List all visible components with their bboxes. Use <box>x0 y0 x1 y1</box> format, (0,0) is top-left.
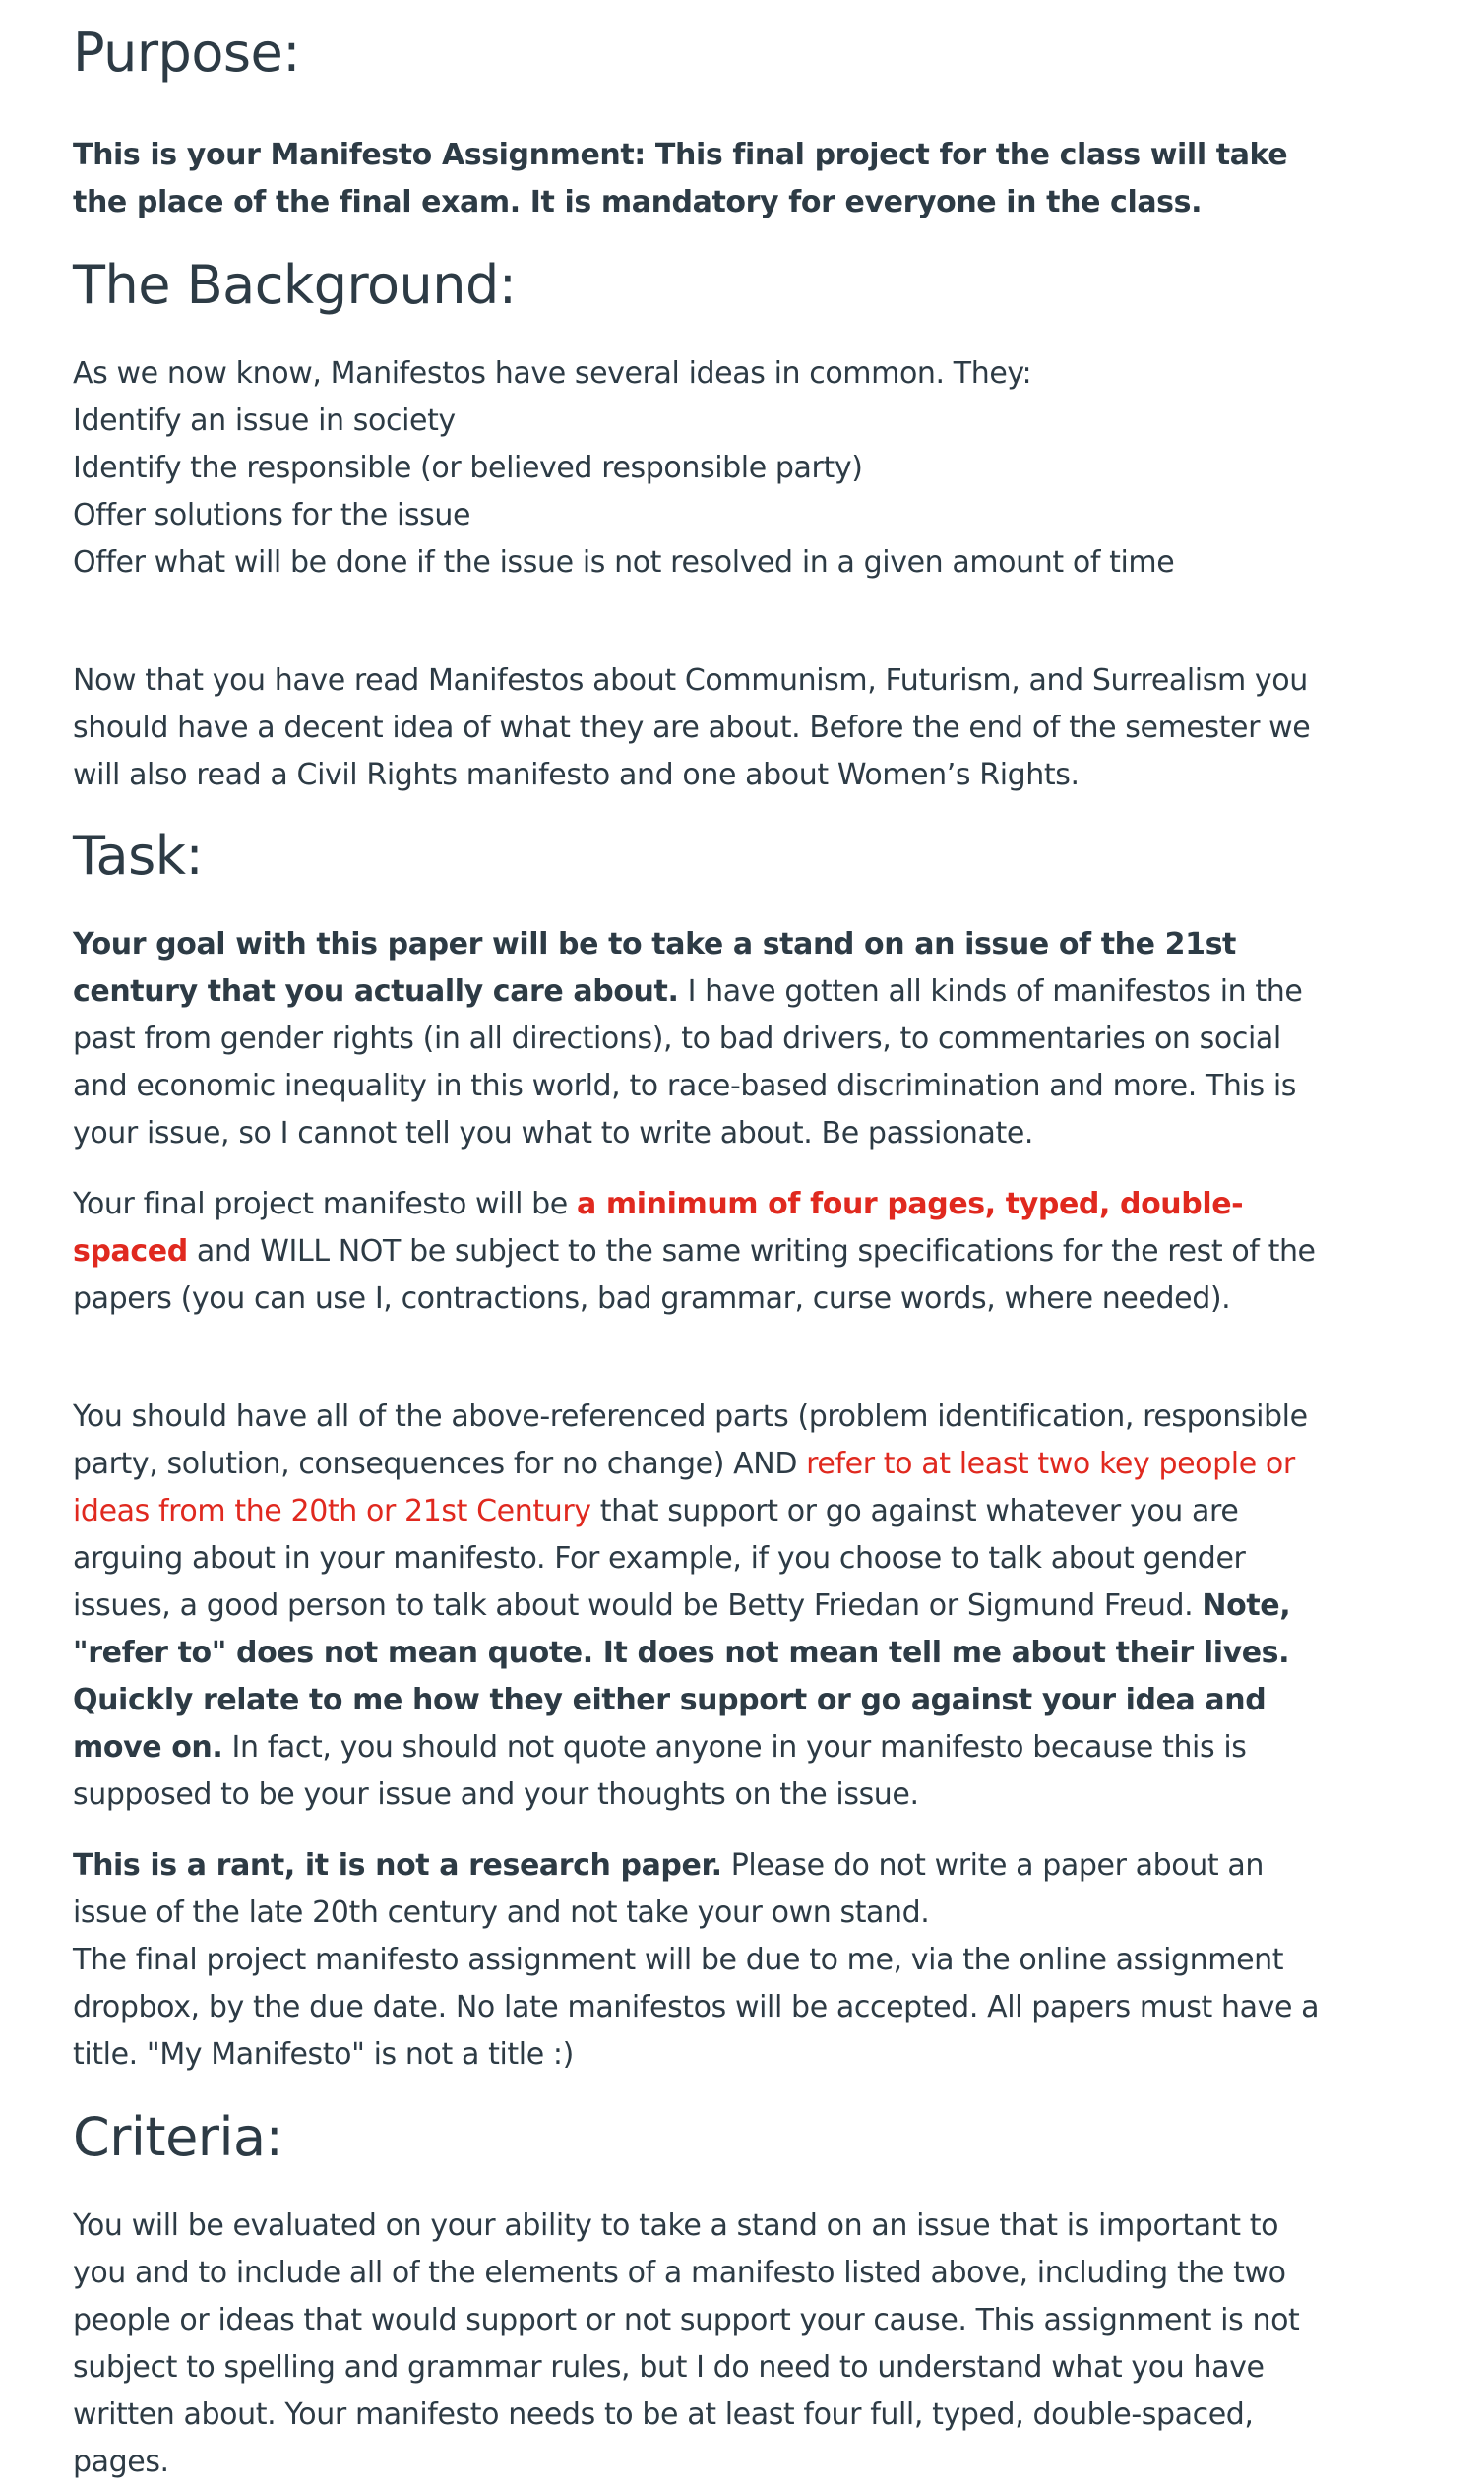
task-paragraph-4-rest: Please do not write a paper about an issue of the late 20th century and not take your own stand. <box>73 1848 1264 1930</box>
task-paragraph-3-mid: that support or go against whatever you are arguing about in your manifesto. For example, if you choose to talk about gender issues, a good person to talk about would be Betty Friedan or Sigmund Freud. <box>73 1494 1246 1623</box>
refer-to-note: Note, "refer to" does not mean quote. It does not mean tell me about their lives. Quickly relate to me how they either support or go against your idea and move on. <box>73 1588 1291 1765</box>
list-item: Offer what will be done if the issue is not resolved in a given amount of time <box>73 545 1175 580</box>
purpose-heading: Purpose: <box>73 22 300 84</box>
due-date-note: The final project manifesto assignment will be due to me, via the online assignment dropbox, by the due date. No late manifestos will be accepted. All papers must have a title. "My Manifesto" is not a title :) <box>73 1943 1320 2072</box>
criteria-heading: Criteria: <box>73 2106 283 2168</box>
list-item: Identify an issue in society <box>73 404 456 438</box>
background-paragraph: Now that you have read Manifestos about Communism, Futurism, and Surrealism you should have a decent idea of what they are about. Before the end of the semester we will also read a Civil Rights manifesto and one about Women’s Rights. <box>73 663 1311 792</box>
task-paragraph-2-rest: and WILL NOT be subject to the same writing specifications for the rest of the papers (you can use I, contractions, bad grammar, curse words, where needed). <box>73 1234 1316 1316</box>
task-paragraph-3-start: You should have all of the above-referenced parts (problem identification, responsible party, solution, consequences for no change) AND <box>73 1399 1308 1481</box>
task-paragraph-2-start: Your final project manifesto will be <box>73 1187 577 1221</box>
background-intro: As we now know, Manifestos have several ideas in common. They: <box>73 356 1032 391</box>
list-item: Identify the responsible (or believed responsible party) <box>73 451 863 485</box>
task-paragraph-1-text: I have gotten all kinds of manifestos in the past from gender rights (in all directions), to bad drivers, to commentaries on social and economic inequality in this world, to race-based discrimination and more. This is your issue, so I cannot tell you what to write about. Be passionate. <box>73 974 1303 1150</box>
background-heading: The Background: <box>73 254 517 316</box>
task-paragraph-3-rest: In fact, you should not quote anyone in your manifesto because this is supposed to be your issue and your thoughts on the issue. <box>73 1730 1247 1812</box>
task-goal-emphasis: Your goal with this paper will be to take a stand on an issue of the 21st century that you actually care about. <box>73 927 1236 1009</box>
background-list <box>73 350 1340 587</box>
page-length-requirement: a minimum of four pages, typed, double-spaced <box>73 1187 1244 1269</box>
task-paragraph-3 <box>73 1394 1340 1819</box>
rant-note: This is a rant, it is not a research paper. <box>73 1848 722 1883</box>
task-heading: Task: <box>73 825 204 887</box>
task-paragraph-1 <box>73 921 1340 1157</box>
reference-requirement: refer to at least two key people or ideas from the 20th or 21st Century <box>73 1447 1295 1528</box>
criteria-text: You will be evaluated on your ability to take a stand on an issue that is important to you and to include all of the elements of a manifesto listed above, including the two people or ideas that would support or not support your cause. This assignment is not subject to spelling and grammar rules, but I do need to understand what you have written about. Your manifesto needs to be at least four full, typed, double-spaced, pages. <box>73 2208 1300 2479</box>
task-paragraph-2 <box>73 1181 1340 1323</box>
task-paragraph-4 <box>73 1842 1340 2079</box>
purpose-text: This is your Manifesto Assignment: This final project for the class will take the place of the final exam. It is mandatory for everyone in the class. <box>73 138 1288 219</box>
list-item: Offer solutions for the issue <box>73 498 471 532</box>
